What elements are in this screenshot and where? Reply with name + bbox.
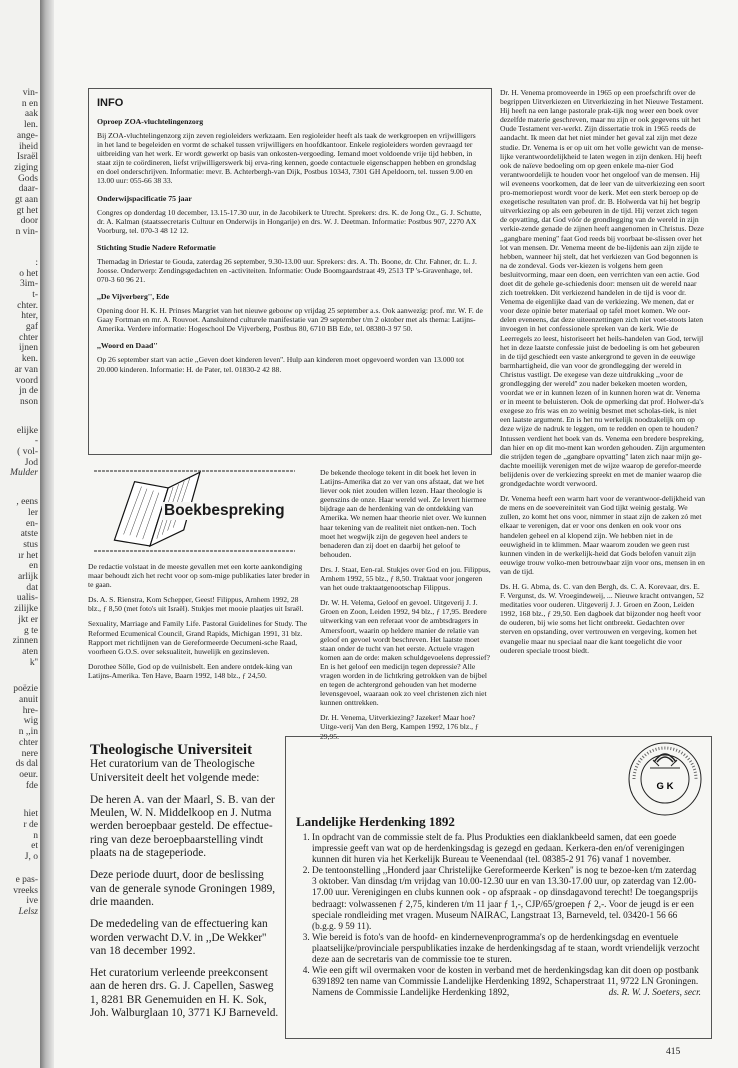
previous-page-text-fragment: 3im- — [20, 279, 38, 290]
previous-page-text-fragment: ( vol- — [17, 447, 38, 457]
previous-page-text-fragment: zinnen — [12, 636, 38, 647]
info-section-text: Op 26 september start van actie ,,Geven doet kinderen leven''. Hulp aan kinderen moet opgevoerd worden van 13.000 tot 20.000 kinderen. Informatie: H. de Pater, tel. 01830-2 42 88. — [97, 355, 465, 374]
previous-page-text-fragment: ler — [27, 507, 38, 518]
book-review-entry: Dorothee Sölle, God op de vuilnisbelt. Een andere ontdek-king van Latijns-Amerika. Ten Have, Baarn 1992, 148 blz., ƒ 24,50. — [88, 661, 293, 680]
tu-paragraph: Het curatorium van de Theologische Universiteit deelt het volgende mede: — [90, 758, 260, 784]
previous-page-text-fragment: Lelsz — [18, 906, 38, 917]
boekbespreking-title: Boekbespreking — [164, 502, 285, 519]
previous-page-text-fragment: arlijk — [17, 572, 38, 582]
theologische-universiteit-notice — [90, 744, 282, 1029]
previous-page-text-fragment: et — [31, 841, 38, 852]
review-paragraph: Ds. H. G. Abma, ds. C. van den Bergh, ds. C. A. Korevaar, drs. E. F. Vergunst, ds. W. Vroegindeweij, ... Nieuwe kracht ontvangen, 52 meditaties voor ouderen. Uitgeverij J. J. Groen en Zoon, Leiden 1992, 168 blz., ƒ 29,50. Een dagboek dat bijzonder nog heeft voor de ouderen, bij wie soms het licht ontbreekt. Gedachten over sterven en opstanding, over vertrouwen en vergeving, komen het evangelie maar nu speciaal naar die kant toegelicht die voor ouderen speciale troost biedt. — [500, 581, 704, 655]
previous-page-text-fragment: gt het — [16, 205, 38, 216]
previous-page-text-fragment: poëzie — [13, 684, 38, 695]
herdenking-title: Landelijke Herdenking 1892 — [296, 814, 455, 829]
info-box — [88, 88, 492, 455]
previous-page-text-fragment: o het — [19, 268, 38, 279]
tu-paragraph: De mededeling van de effectuering kan worden verwacht D.V. in ,,De Wekker'' van 18 december 1992. — [90, 918, 268, 957]
previous-page-text-fragment: en — [29, 561, 38, 572]
previous-page-text-fragment: Israël — [16, 152, 38, 163]
venema-review-column — [500, 88, 706, 661]
previous-page-text-fragment: Mulder — [10, 468, 38, 479]
previous-page-text-fragment: , eens — [16, 497, 38, 508]
previous-page-text-fragment: ijnen — [19, 343, 38, 354]
gk-seal-logo — [626, 740, 704, 818]
previous-page-text-fragment: door — [20, 216, 38, 227]
info-section-text: Congres op donderdag 10 december, 13.15-17.30 uur, in de Jacobikerk te Utrecht. Sprekers: drs. K. de Jong Oz., G. J. Schutte, dr. A. Kalman (staatssecretaris Cultuur en Onderwijs in Hongarije) en drs. W. J. Deetman. Informatie: Postbus 907, 2270 AX Voorburg, tel. 070-3 48 12 12. — [97, 207, 482, 235]
book-review-column-left — [88, 562, 310, 686]
previous-page-text-fragment: J, o — [24, 852, 38, 863]
previous-page-text-fragment: stus — [23, 539, 38, 550]
previous-page-text-fragment: jkt er — [18, 614, 38, 625]
herdenking-list-item: 1. In opdracht van de commissie stelt de fa. Plus Produkties een diaklankbeeld samen, dat een goede impressie geeft van wat op de herdenkingsdag is gezegd en gedaan. Kerkera-den en/of verenigingen kunnen dit huren via het Kerkelijk Bureau te Veenendaal (tel. 08385-2 91 76) vanaf 1 november. — [312, 833, 701, 866]
previous-page-text-fragment: aten — [22, 646, 38, 657]
previous-page-text-fragment: chter. — [17, 300, 38, 311]
previous-page-text-fragment: en- — [25, 518, 38, 529]
review-paragraph: Dr. Venema heeft een warm hart voor de verantwoor-delijkheid van de mens en de soevereiniteit van God tijkt weinig gestalg. We zullen, zo komt het ons voor, nimmer in staat zijn de zaken zó met elkaar te verenigen, dat er voor ons denken en ook voor ons handelen geheel en al klopend zijn. We hebben niet in de eeuwigheid in te klimmen. Maar waarom zouden we geen rust kunnen vinden in de werkelijk-heid dat Gods belofen vanuit zijn eeuwige trouw volko-men betrouwbaar zijn voor ons, mensen in en van de tijd. — [500, 494, 706, 576]
previous-page-text-fragment: gt aan — [15, 195, 38, 205]
previous-page-text-fragment: nere — [21, 748, 38, 759]
previous-page-text-fragment: chter — [19, 332, 38, 343]
herdenking-box — [285, 736, 712, 1039]
gk-seal-letters: G K — [656, 781, 674, 792]
previous-page-text-fragment: r de — [23, 820, 38, 830]
book-review-entry: Drs. J. Staat, Een-ral. Stukjes over God en jou. Filippus, Arnhem 1992, 55 blz., ƒ 8,50. Traktaat voor jongeren van het oude traktaatgenootschap Filippus. — [320, 564, 491, 593]
tu-title: Theologische Universiteit — [90, 742, 253, 758]
previous-page-text-fragment: e pas- — [15, 874, 38, 885]
previous-page-text-fragment: ziging — [14, 162, 38, 173]
previous-page-text-fragment: len. — [24, 120, 38, 131]
previous-page-text-fragment: jn de — [19, 386, 38, 397]
info-section-text: Bij ZOA-vluchtelingenzorg zijn zeven regioleiders werkzaam. Een regioleider heeft als taak de werkgroepen en vrijwilligers in het land te begeleiden en vormt de schakel tussen vrijwilligers en hoofdkantoor. Enkele regioleiders worden gevraagd ter uitbreiding van het werk. Er wordt gewerkt op basis van onkosten-vergoeding. Iemand moet voldoende vrije tijd hebben, in staat zijn te coördineren, liefst vrijwilligerswerk bij erva-ring kennen, goede contactuele eigenschappen hebben en grondslag en doel onderschrijven. Informatie: mevr. B. Achterbergh-van Dijk, Postbus 10343, 7301 GH Apeldoorn, tel. tussen 9.00 en 13.00 uur: 055-66 38 33. — [97, 131, 477, 186]
book-review-entry: Dr. W. H. Velema, Geloof en gevoel. Uitgeverij J. J. Groen en Zoon, Leiden 1992, 94 blz., ƒ 17,95. Bredere uitwerking van een referaat voor de ambtsdragers in Amersfoort, waarin op heldere manier de relatie van geloof en gevoel wordt beschreven. Het laatste moet staan onder de tucht van het eerste. Actuele vragen komen aan de orde: maken schuldgevoelens depressief? En is het geloof een medicijn tegen depressie? Alle vragen worden in de lichtkring getrokken van de bijbel en tegen de achtergrond gehouden van het moderne levensgevoel, waaraan ook zo veel christenen zich niet kunnen onttrekken. — [320, 598, 490, 708]
page-number: 415 — [666, 1047, 681, 1057]
previous-page-text-fragment: Jod — [24, 457, 38, 468]
previous-page-text-fragment: wig — [23, 716, 38, 727]
previous-page-edge — [0, 0, 41, 1068]
herdenking-closing: Namens de Commissie Landelijke Herdenking 1892, — [312, 988, 510, 999]
info-section-title: Onderwijspacificatie 75 jaar — [97, 193, 192, 203]
book-review-entry: De bekende theologe tekent in dit boek het leven in Latijns-Amerika dat zo ver van ons afstaat, dat we het liever ook niet zouden willen lezen. Haar theologie is geenszins de onze. Haar wereld wel. Ze levert hiermee bijdrage aan de herdenking van de ontdekking van Amerika. We nemen haar theorie niet over. We kunnen haar tekening van de realiteit niet ontken-nen. Toch moet het wegwijk zijn de gegeven heel anders te benaderen dan zij doet en daarbij het geloof te behouden. — [320, 468, 487, 559]
previous-page-text-fragment: nson — [20, 396, 38, 407]
previous-page-text-fragment: ar van — [14, 364, 38, 375]
previous-page-text-fragment: elijke — [16, 425, 38, 436]
previous-page-text-fragment: zilijke — [14, 604, 38, 615]
book-review-column-middle — [320, 468, 492, 747]
previous-page-text-fragment: ır het — [18, 550, 38, 561]
previous-page-text-fragment: n vin- — [15, 227, 38, 238]
book-review-entry: Ds. A. S. Rienstra, Kom Schepper, Geest! Filippus, Arnhem 1992, 28 blz., ƒ 8,50 (met foto's uit Israël). Stukjes met mooie plaatjes uit Israël. — [88, 595, 304, 614]
previous-page-text-fragment: fde — [25, 780, 38, 791]
previous-page-text-fragment: voord — [15, 375, 38, 386]
info-section-text: Opening door H. K. H. Prinses Margriet van het nieuwe gebouw op vrijdag 25 september a.s. Ook aanwezig: prof. mr. W. F. de Gaay Fortman en mr. A. Rouvoet. Aansluitend culturele manifestatie van 29 september t/m 2 oktober met als thema: Latijns-Amerika. Verdere informatie: Hogeschool De Vijverberg, Postbus 80, 6710 BB Ede, tel. 08380-3 97 50. — [97, 306, 483, 334]
previous-page-text-fragment: gaf — [25, 322, 38, 332]
previous-page-text-fragment: n en — [21, 98, 38, 109]
previous-page-text-fragment: oeur. — [19, 769, 38, 780]
previous-page-text-fragment: vin- — [22, 88, 38, 98]
previous-page-text-fragment: daar- — [18, 184, 38, 195]
info-sections — [97, 117, 483, 374]
book-review-entry: Dr. H. Venema, Uitverkiezing? Jazeker! Maar hoe? Uitge-verij Van den Berg, Kampen 1992, 176 blz., ƒ 29,95. — [320, 713, 479, 741]
book-review-entry: Sexuality, Marriage and Family Life. Pastoral Guidelines for Study. The Reformed Ecumenical Council, Grand Rapids, Michigan 1991, 31 blz. Rapport met richtlijnen van de Gereformeerde Oecumeni-sche Raad, voorheen G.O.S. over seksualiteit, huwelijk en gezinsleven. — [88, 619, 308, 656]
previous-page-text-fragment: t- — [32, 289, 38, 300]
herdenking-list-item: 3. Wie bereid is foto's van de hoofd- en kindernevenprogramma's op de herdenkingsdag en eventuele plaatselijke/provinciale perspublikaties inzake de herdenkingsdag af te staan, wordt vriendelijk verzocht deze aan de secretaris van de commissie toe te sturen. — [312, 933, 701, 966]
previous-page-text-fragment: chter — [19, 737, 38, 748]
previous-page-text-fragment: : — [35, 257, 38, 268]
previous-page-text-fragment: n — [33, 830, 38, 841]
previous-page-text-fragment: hter, — [21, 311, 38, 322]
tu-paragraph: Het curatorium verleende preekconsent aan de heren drs. G. J. Capellen, Sasweg 1, 8281 BR Genemuiden en H. K. Sok, Joh. Walburglaan 10, 3771 KJ Barneveld. — [90, 967, 279, 1020]
previous-page-text-fragment: hiet — [23, 809, 38, 820]
previous-page-text-fragment: atste — [20, 529, 38, 540]
info-section-title: Oproep ZOA-vluchtelingenzorg — [97, 117, 204, 126]
review-paragraph: Dr. H. Venema promoveerde in 1965 op een proefschrift over de begrippen Uitverkiezen en Uitverkiezing in het Nieuwe Testament. Hij heeft na een lange pastorale prak-tijk nog weer een boek over dezelfde materie geschreven, maar nu zijn er ook gegevens uit het Oude Testament ver-werkt. Zijn dissertatie trok in 1965 reeds de aandacht. Ik meen dat het niet minder het geval zal zijn met deze studie. Dr. Venema is er op uit om het volle gewicht van de mense-lijke verantwoordelijkheid te laten wegen in zijn denken. Hij heeft ook de naïeve bedoeling om op geen enkele ma-nier God verantwoordelijk te houden voor het ongeloof van de mensen. Hij wil eveneens voorkomen, dat de leer van de uitverkiezing een soort pro-memoriepost wordt voor de kerk. Met een sterk beroep op de exegetische resultaten van prof. dr. B. Holwerda vat hij het begrip uitverkiezing op als een gebeuren in de tijd. Hij verzet zich tegen de opvatting, dat God vóór de grondlegging van de wereld in zijn verkie-zende genade de zijnen heeft aangenomen in Christus. Deze ,,gangbare mening'' faat God reeds bij voorbaat be-slissen over het lot van mensen. Dr. Venema meent de be-lijdenis aan zijn zijde te hebben, wanneer hij stelt, dat het verkiezen van God begonnen is na de zondeval. Gods ver-kiezen is volgens hem geen besluitvorming, maar een doen, een verrichten van een actie. God doet dit de gehele ge-schiedenis door: mensen uit de wereld naar zich toetrekken. Dit verkiezend handelen in de tijd is voor dr. Venema de eigenlijke daad van de verkiezing. We menen, dat er voor deze opinie beter materiaal op tafel moet komen. We oor-delen eveneens, dat deze uiteenzettingen zich niet voet-stoots laten invoegen in het confessionele spreken van de kerk. Wie de Leerregels zo leest, historiseert het heils-handelen van God, terwijl het in deze laatste confessie juist de bedoeling is om het gebeuren in de tijd geschiedt een vaste ankergrond te geven in de eeuwige barmhartigheid, die van voor de grondlegging der wereld in Christus vastligt. De exegese van deze uitdrukking ,,voor de grondlegging der wereld'' zou nader bekeken moeten worden, voordat we er in kunnen lezen of in kunnen horen wat dr. Venema er in meent te beluisteren. Ook de opmerking dat prof. Holwer-da's exegese zo fris was en zo weinig besmet met scholas-tiek, is niet een laatste argument. En is het nu werkelijk noodzakelijk om op deze wijze de nadruk te leggen, om te redden en open te houden? Intussen verdient het boek van ds. Venema een bredere bespreking, dan hier en op dit mo-ment kan worden gehouden. Zijn argumenten die strijden tegen de ,,gangbare opvatting'' laten zich naar mijn ge-dachte moeilijk verenigen met de wijze waarop de gerefor-meerde belijdenis over de verkiezing spreekt en met de manier waarop die grondgedachte wordt verwoord. — [500, 88, 706, 489]
info-section-title: ,,De Vijverberg'', Ede — [97, 292, 170, 302]
herdenking-list-item: 2. De tentoonstelling ,,Honderd jaar Christelijke Gereformeerde Kerken'' is nog te bezoe-ken t/m zaterdag 3 oktober. Van dinsdag t/m vrijdag van 10.00-12.30 uur en van 13.30-17.00 uur, op zaterdag van 12.00-17.00 uur. Verenigingen en clubs kunnen ook - op afspraak - op dinsdagavond terecht! De toegangsprijs bedraagt: volwassenen ƒ 2,75, kinderen t/m 11 jaar ƒ 1,-, CJP/65/groepen ƒ 2,-. Voor de jeugd is er een speciale rondleiding met vragen. Museum NAIRAC, Langstraat 13, Barneveld, tel. 03420-1 56 66 (b.g.g. 9 59 11). — [312, 866, 701, 933]
book-review-entry: De redactie volstaat in de meeste gevallen met een korte aankondiging maar behoudt zich het recht voor op som-mige publikaties later breder in te gaan. — [88, 562, 310, 590]
magazine-page — [54, 0, 738, 1068]
info-section-title: Stichting Studie Nadere Reformatie — [97, 242, 216, 252]
tu-paragraph: Deze periode duurt, door de beslissing van de generale synode Groningen 1989, drie maanden. — [90, 869, 276, 908]
boekbespreking-header — [90, 463, 310, 559]
herdenking-list-item: 4. Wie een gift wil overmaken voor de kosten in verband met de herdenkingsdag kan dit doen op postbank 6391892 ten name van Commissie Landelijke Herdenking 1892, Schaperstraat 11, 9722 LN Groningen. — [312, 966, 701, 988]
previous-page-text-fragment: n ,,in — [18, 727, 38, 738]
previous-page-text-fragment: - — [34, 436, 38, 447]
page-gutter — [40, 0, 54, 1068]
info-section-text: Themadag in Driestar te Gouda, zaterdag 26 september, 9.30-13.00 uur. Sprekers: drs. A. Th. Boone, dr. Chr. Fahner, dr. L. J. Joosse. Onderwerp: Zendingsgedachten en -activiteiten. Informatie: Oude Boomgaardstraat 49, 2513 TP 's-Gravenhage, tel. 070-3 60 96 21. — [97, 256, 477, 285]
previous-page-text-fragment: vreeks — [13, 885, 38, 896]
herdenking-list — [296, 833, 701, 988]
previous-page-text-fragment: k'' — [29, 657, 38, 668]
previous-page-text-fragment: ken. — [21, 354, 38, 365]
info-heading: INFO — [97, 97, 124, 109]
previous-page-text-fragment: dat — [26, 582, 38, 593]
previous-page-text-fragment: g te — [24, 625, 38, 636]
previous-page-text-fragment: hre- — [22, 705, 38, 716]
previous-page-text-fragment: ange- — [16, 130, 38, 141]
previous-page-text-fragment: ds dal — [15, 759, 38, 770]
info-section-title: ,,Woord en Daad'' — [97, 341, 158, 351]
previous-page-text-fragment: aak — [24, 109, 38, 120]
previous-page-text-fragment: ive — [26, 896, 38, 907]
previous-page-text-fragment: iheid — [19, 141, 38, 152]
previous-page-text-fragment: ualis- — [16, 593, 38, 604]
previous-page-text-fragment: anuit — [19, 695, 38, 705]
previous-page-text-fragment: Gods — [17, 173, 38, 184]
herdenking-signature: ds. R. W. J. Soeters, secr. — [608, 988, 701, 999]
tu-paragraph: De heren A. van der Maarl, S. B. van der Meulen, W. N. Middelkoop en J. Nutma werden beroepbaar gesteld. De effectue-ring van deze beroepbaarstelling vindt plaats na de stageperiode. — [90, 793, 275, 860]
